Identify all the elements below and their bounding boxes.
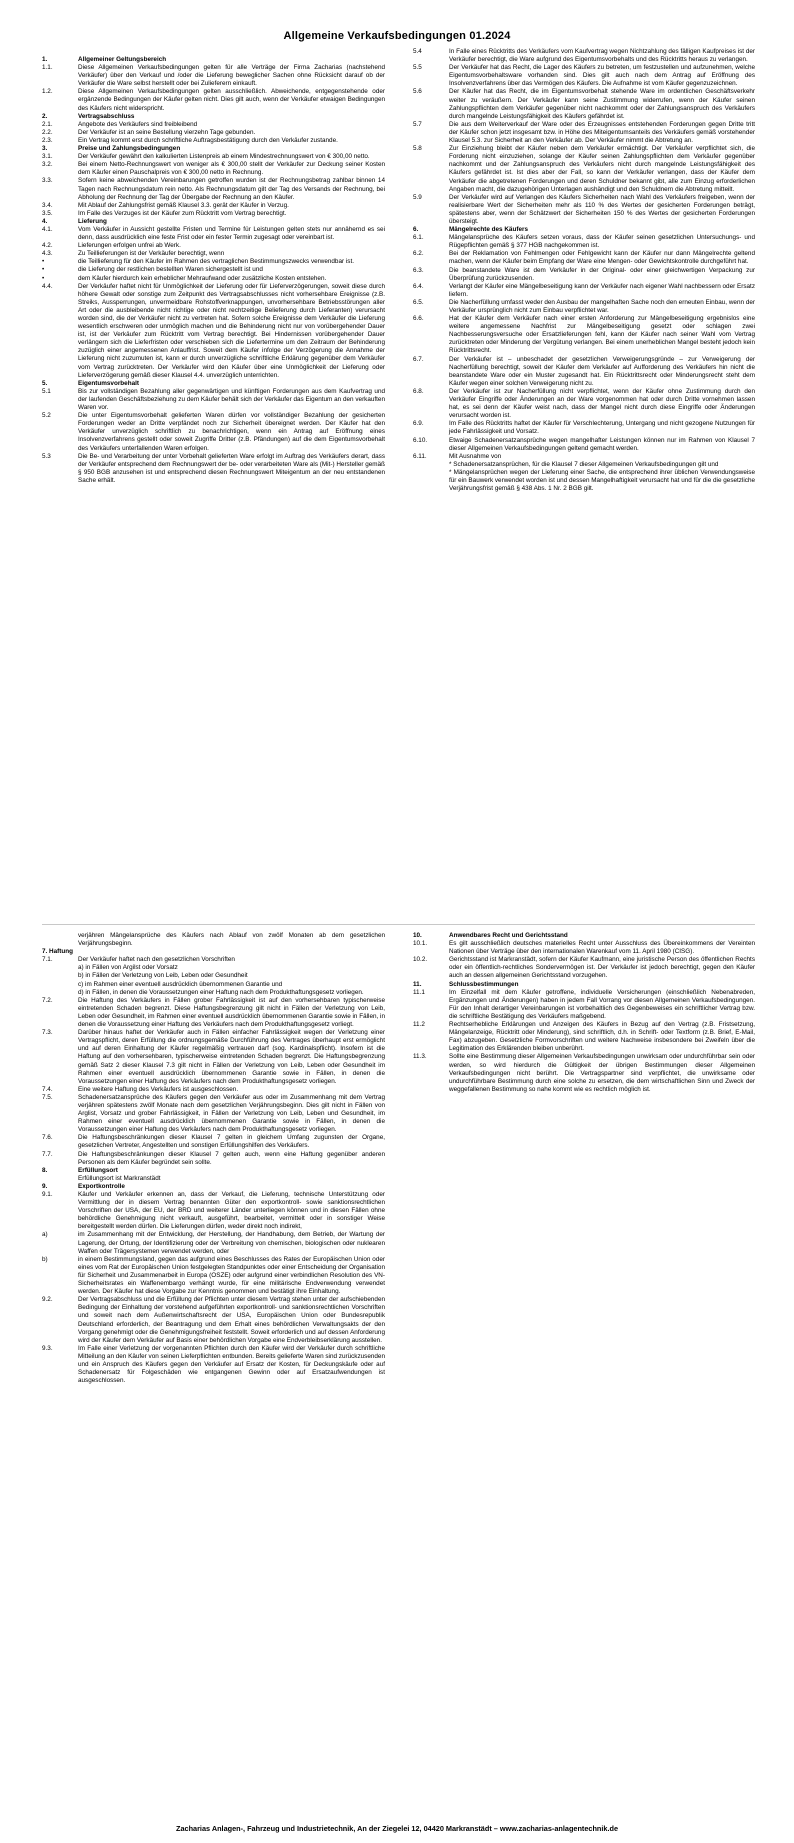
clause-number: •: [42, 274, 45, 282]
clause-number: 9.: [42, 1182, 48, 1190]
clause: [42, 258, 385, 266]
clause-text: Käufer und Verkäufer erkennen an, dass der Verkauf, die Lieferung, technische Unterstützung oder Vermittlung der in diesem Vertrag benannten Güter den exportkontroll- sowie sanktionsrechtlichen Vorschriften der USA, der EU, der BRD und weiterer Länder unterliegen können und in diesen Fällen ohne behördliche Genehmigung nicht verkauft, ausgeführt, bearbeitet, vermittelt oder in sonstiger Weise bereitgestellt werden dürfen. Die Lieferungen dürfen, weder direkt noch indirekt,: [78, 1191, 385, 1231]
clause-text: Verlangt der Käufer eine Mängelbeseitigung kann der Verkäufer nach eigener Wahl nachbessern oder Ersatz liefern.: [449, 282, 755, 298]
clause-number: 3.5.: [42, 209, 53, 217]
clause-number: 1.2.: [42, 88, 53, 96]
clause-number: 9.1.: [42, 1191, 53, 1198]
clause-number: 10.1.: [413, 940, 428, 948]
clause-text: Preise und Zahlungsbedingungen: [78, 145, 181, 153]
clause-text: Im Falle des Verzuges ist der Käufer zum Rücktritt vom Vertrag berechtigt.: [78, 209, 287, 217]
clause-number: •: [42, 266, 45, 274]
clause: [42, 989, 385, 997]
clause-text: Rechtserhebliche Erklärungen und Anzeigen des Käufers in Bezug auf den Vertrag (z.B. Fristsetzung, Mängelanzeige, Rücktritt oder Minderung), sind schriftlich, d.h. in Schrift- oder Textform (z.B. Brief, E-Mail, Fax) abzugeben. Gesetzliche Formvorschriften und weitere Nachweise insbesondere bei Zweifeln über die Legitimation des Erklärenden bleiben unberührt.: [449, 1021, 755, 1053]
clause: [42, 453, 385, 485]
clause: [413, 989, 755, 1021]
clause-number: [42, 981, 78, 989]
clause-text: Die Nacherfüllung umfasst weder den Ausbau der mangelhaften Sache noch den erneuten Einbau, wenn der Verkäufer ursprünglich nicht zum Einbau verpflichtet war.: [449, 298, 755, 314]
clause-text: Lieferung: [78, 217, 107, 225]
clause-text: Lieferungen erfolgen unfrei ab Werk.: [78, 242, 181, 250]
clause-text: Angebote des Verkäufers sind freibleibend: [78, 120, 198, 128]
clause: [413, 315, 755, 355]
clause: [42, 202, 385, 210]
clause: [413, 299, 755, 315]
clause-text: Mängelrechte des Käufers: [449, 226, 528, 234]
clause: [413, 461, 755, 469]
clause-text: Mit Ausnahme von: [449, 452, 502, 460]
section-heading: [42, 1183, 385, 1191]
clause: [413, 194, 755, 226]
section-heading: [42, 1167, 385, 1175]
clause-text: Vom Verkäufer in Aussicht gestellte Fristen und Termine für Leistungen gelten stets nur annähernd es sei denn, dass ausdrücklich eine feste Frist oder ein fester Termin zugesagt oder vereinbart ist.: [78, 225, 385, 242]
clause-number: 6.8.: [413, 387, 424, 395]
clause-text: Mit Ablauf der Zahlungsfrist gemäß Klausel 3.3. gerät der Käufer in Verzug.: [78, 201, 289, 209]
section-heading: [42, 948, 385, 956]
clause-number: [42, 1175, 78, 1183]
section-heading: [42, 56, 385, 64]
clause: [413, 250, 755, 266]
clause: [413, 956, 755, 980]
clause-text: Die Haftungsbeschränkungen dieser Klausel 7 gelten auch, wenn eine Haftung gegenüber anderen Personen als dem Käufer begründet sein sollte.: [78, 1150, 385, 1166]
clause-text: Der Verkäufer ist zur Nacherfüllung nicht verpflichtet, wenn der Käufer ohne Zustimmung durch den Verkäufer Eingriffe oder Änderungen an der Ware vorgenommen hat oder durch Dritte vornehmen lassen hat, es sei denn der Käufer weist nach, dass der Mangel nicht durch diese Eingriffe oder Änderungen verursacht worden ist.: [449, 387, 755, 420]
clause-number: 2.3.: [42, 136, 53, 144]
clause: [42, 1256, 385, 1296]
section-heading: [42, 113, 385, 121]
clause-number: 5.7: [413, 120, 422, 128]
clause-number: 3.1.: [42, 153, 53, 161]
clause-number: 4.3.: [42, 250, 53, 258]
clause: [42, 388, 385, 412]
clause: [42, 177, 385, 201]
clause-number: 3.3.: [42, 177, 53, 185]
clause: [42, 137, 385, 145]
clause-number: 7.2.: [42, 996, 53, 1004]
clause-text: In Falle eines Rücktritts des Verkäufers vom Kaufvertrag wegen Nichtzahlung des fälligen Kaufpreises ist der Verkäufer berechtigt, die Ware aufgrund des Eigentumsvorbehalts und des Rücktritts heraus zu verlangen.: [449, 48, 755, 64]
clause-text: Die beanstandete Ware ist dem Verkäufer in der Original- oder einer gleichwertigen Verpackung zur Überprüfung zurückzusenden.: [449, 266, 755, 282]
clause-number: 6.11.: [413, 452, 427, 460]
clause-number: 5.2: [42, 412, 51, 420]
page-separator: [42, 924, 755, 925]
clause-text: Schlussbestimmungen: [449, 980, 519, 988]
clause-number: 5.6: [413, 88, 422, 96]
clause-number: 3.2.: [42, 161, 53, 169]
clause: [42, 1151, 385, 1167]
clause-text: Eigentumsvorbehalt: [78, 379, 139, 387]
clause-number: 7.3.: [42, 1029, 53, 1037]
clause-text: Der Verkäufer ist an seine Bestellung vierzehn Tage gebunden.: [78, 128, 256, 136]
clause-number: 10.2.: [413, 956, 428, 964]
clause-number: a): [42, 1231, 48, 1239]
clause: [413, 88, 755, 120]
clause-number: 6.9.: [413, 420, 424, 428]
clause-number: 5.3: [42, 452, 51, 460]
clause-number: 11.2: [413, 1021, 425, 1029]
clause-text: Erfüllungsort ist Markranstädt: [78, 1174, 161, 1182]
clause-text: Im Einzelfall mit dem Käufer getroffene, individuelle Versicherungen (einschließlich Nebenabreden, Ergänzungen und Änderungen) haben in jedem Fall Vorrang vor diesen Allgemeinen Verkaufsbedingungen. Für den Inhalt derartiger Vereinbarungen ist vorbehaltlich des Gegenbeweises ein schriftlicher Vertrag bzw. die schriftliche Bestätigung des Verkäufers maßgebend.: [449, 988, 755, 1020]
page1-left-column: [42, 56, 385, 485]
clause-text: Die Haftungsbeschränkungen dieser Klausel 7 gelten in gleichem Umfang zugunsten der Organe, gesetzlichen Vertreter, Angestellten und sonstigen Erfüllungshilfen des Verkäufers.: [78, 1134, 385, 1150]
section-heading: [42, 218, 385, 226]
clause-text: die Lieferung der restlichen bestellten Waren sichergestellt ist und: [78, 266, 263, 274]
clause-text: Bis zur vollständigen Bezahlung aller gegenwärtigen und künftigen Forderungen aus dem Kaufvertrag und der laufenden Geschäftsbeziehung zu dem Käufer behält sich der Verkäufer das Eigentum an den verkauften Waren vor.: [78, 387, 385, 412]
clause-number: 9.3.: [42, 1344, 53, 1352]
clause-number: 2.: [42, 112, 48, 120]
clause: [42, 1175, 385, 1183]
clause-text: b) in Fällen der Verletzung von Leib, Leben oder Gesundheit: [78, 972, 248, 980]
clause-text: c) im Rahmen einer eventuell ausdrücklich übernommenen Garantie und: [78, 980, 283, 988]
clause-text: Diese Allgemeinen Verkaufsbedingungen gelten für alle Verträge der Firma Zacharias (nachstehend Verkäufer) über den Verkauf und /oder die Lieferung beweglicher Sachen ohne Rücksicht darauf ob der Verkäufer die Ware selbst herstellt oder bei Zulieferern einkauft.: [78, 64, 385, 88]
clause-text: Hat der Käufer dem Verkäufer nach einer ersten Anforderung zur Mängelbeseitigung ergebnislos eine weitere angemessene Nachfrist zur Mängelbeseitigung gesetzt oder schlagen zwei Nachbesserungsversuche oder Ersatzlieferungen fehl, kann der Käufer nach seiner Wahl vom Vertrag zurücktreten oder Minderung der Vergütung verlangen. Bei einem unerheblichen Mangel besteht jedoch kein Rücktrittsrecht.: [449, 315, 755, 355]
clause-number: 5.4: [413, 48, 422, 55]
clause-text: die Teillieferung für den Käufer im Rahmen des vertraglichen Bestimmungszwecks verwendbar ist.: [78, 258, 354, 266]
clause-number: b): [42, 1255, 48, 1263]
clause: [42, 161, 385, 177]
clause: [42, 129, 385, 137]
clause: [42, 226, 385, 242]
clause-number: [42, 964, 78, 972]
clause-text: Der Verkäufer haftet nicht für Unmöglichkeit der Lieferung oder für Lieferverzögerungen, soweit diese durch höhere Gewalt oder sonstige zum Zeitpunkt des Vertragsabschlusses nicht vorhersehbare Ereignisse (z.B. Streiks, Aussperrungen, unvermeidbare Rohstoffverknappungen, unvorhersehbare Betriebsstörungen aller Art oder die ausbleibende nicht richtige oder nicht rechtzeitige Belieferung durch Lieferanten) verursacht worden sind, die der Verkäufer nicht zu vertreten hat. Sofern solche Ereignisse dem Verkäufer die Lieferung wesentlich erschweren oder unmöglich machen und die Behinderung nicht nur von vorübergehender Dauer ist, ist der Verkäufer zum Rücktritt vom Vertrag berechtigt. Bei Hindernissen vorübergehender Dauer verlängern sich die Lieferfristen oder verschieben sich die Liefertermine um den Zeitraum der Behinderung zuzüglich einer angemessenen Anlauffrist. Soweit dem Käufer infolge der Verzögerung die Annahme der Lieferung nicht zuzumuten ist, kann er durch unverzügliche schriftliche Erklärung gegenüber dem Verkäufer vom Vertrag zurücktreten. Der Verkäufer wird den Käufer über eine Unmöglichkeit der Lieferung oder Lieferverzögerung gemäß dieser Klausel 4.4. unverzüglich unterrichten.: [78, 282, 385, 379]
document-title: Allgemeine Verkaufsbedingungen 01.2024: [283, 30, 511, 42]
clause: [413, 267, 755, 283]
clause-text: Eine weitere Haftung des Verkäufers ist ausgeschlossen.: [78, 1085, 239, 1093]
clause-text: Der Verkäufer hat das Recht, die Lager des Käufers zu betreten, um festzustellen und aufzunehmen, welche Eigentumsvorbehaltsware vorhanden sind. Dies gilt auch nach dem Antrag auf Eröffnung des Insolvenzverfahrens über das Vermögen des Käufers. Die Aufnahme ist vom Käufer gegenzuzeichnen.: [449, 64, 755, 88]
clause: [42, 1345, 385, 1385]
clause-number: 5.8: [413, 145, 422, 153]
clause-number: 11.: [413, 980, 422, 988]
clause: [42, 1086, 385, 1094]
clause: [42, 283, 385, 380]
clause-text: a) in Fällen von Argilst oder Vorsatz: [78, 964, 178, 972]
clause-text: Sollte eine Bestimmung dieser Allgemeinen Verkaufsbedingungen unwirksam oder undurchführbar sein oder werden, so wird hierdurch die Gültigkeit der übrigen Bestimmungen dieser Allgemeinen Verkaufsbedingungen nicht berührt. Die Vertragspartner sind verpflichtet, die unwirksame oder undurchführbare Bestimmung durch eine solche zu ersetzen, die dem wirtschaftlichen Sinn und Zweck der weggefallenen Bestimmung so nahe kommt wie es rechtlich möglich ist.: [449, 1053, 755, 1093]
clause-text: Der Vertragsabschluss und die Erfüllung der Pflichten unter diesem Vertrag stehen unter der aufschiebenden Bedingung der Einhaltung der vorstehend aufgeführten exportkontroll- und sanktionsrechtlichen Vorschriften und soweit nach dem Außenwirtschaftsrecht der USA, Europäischen Union oder Bundesrepublik Deutschland erforderlich, der Beantragung und dem Erhalt eines behördlichen Verwaltungsakts der den Vorgang genehmigt oder die Genehmigungsfreiheit feststellt. Soweit erforderlich und auf dessen Anforderung wird der Käufer dem Verkäufer auf Basis einer behördlichen Vorgabe eine Endverbleibserklärung ausstellen.: [78, 1296, 385, 1344]
clause-text: Es gilt ausschließlich deutsches materielles Recht unter Ausschluss des Übereinkommens der Vereinten Nationen über Verträge über den internationalen Warenkauf vom 11. April 1980 (CISG).: [449, 940, 755, 956]
clause: [413, 283, 755, 299]
document-footer: Zacharias Anlagen-, Fahrzeug und Industrietechnik, An der Ziegelei 12, 04420 Markranstädt – www.zacharias-anlagentechnik.de: [176, 1824, 618, 1833]
clause-text: d) in Fällen, in denen die Voraussetzungen einer Haftung nach dem Produkthaftungsgesetz vorliegen.: [78, 988, 364, 996]
clause-text: Mängelansprüche des Käufers setzen voraus, dass der Käufer seinen gesetzlichen Untersuchungs- und Rügepflichten gemäß § 377 HGB nachgekommen ist.: [449, 234, 755, 250]
clause-number: 5.5: [413, 64, 422, 72]
clause: [42, 1029, 385, 1086]
clause-text: Schadenersatzansprüche des Käufers gegen den Verkäufer aus oder im Zusammenhang mit dem Vertrag verjähren spätestens zwölf Monate nach dem gesetzlichen Verjährungsbeginn. Dies gilt nicht in Fällen von Arglist, Vorsatz und grober Fahrlässigkeit, in Fällen der Verletzung von Leib, Leben und Gesundheit, im Rahmen einer eventuell ausdrücklich übernommenen Garantie sowie in Fällen, in denen die Voraussetzungen einer Haftung des Verkäufers nach dem Produkthaftungsgesetz vorliegen.: [78, 1093, 385, 1134]
clause: [42, 121, 385, 129]
clause-text: Die Haftung des Verkäufers in Fällen grober Fahrlässigkeit ist auf den vorhersehbaren typischerweise eintretenden Schaden begrenzt. Diese Haftungsbegrenzung gilt nicht in Fällen der Verletzung von Leib, Leben oder Gesundheit, im Rahmen einer eventuell ausdrücklich übernommenen Garantie sowie in Fällen, in denen die Voraussetzung einer Haftung des Verkäufers nach dem Produkthaftungsgesetz vorliegt.: [78, 996, 385, 1029]
clause-number: 7.6.: [42, 1134, 53, 1142]
clause-number: 2.2.: [42, 128, 53, 136]
clause-text: dem Käufer hierdurch kein erheblicher Mehraufwand oder zusätzliche Kosten entstehen.: [78, 274, 327, 282]
clause-number: 1.: [42, 56, 48, 63]
clause: [42, 1231, 385, 1255]
clause-text: Diese Allgemeinen Verkaufsbedingungen gelten ausschließlich. Abweichende, entgegenstehende oder ergänzende Bedingungen der Käufer gelten nicht. Dies gilt auch, wenn der Verkäufer etwaigen Bedingungen des Käufers nicht widerspricht.: [78, 88, 385, 112]
clause-text: Die aus dem Weiterverkauf der Ware oder des Erzeugnisses entstehenden Forderungen gegen Dritte tritt der Käufer schon jetzt insgesamt bzw. in Höhe des Miteigentumsanteils des Verkäufers gemäß vorstehender Klausel 5.3. zur Sicherheit an den Verkäufer ab. Der Verkäufer nimmt die Abtretung an.: [449, 120, 755, 145]
clause: [42, 242, 385, 250]
clause: [413, 64, 755, 88]
clause: [413, 145, 755, 194]
clause-number: 5.9: [413, 193, 422, 201]
clause: [42, 964, 385, 972]
clause-text: Darüber hinaus haftet der Verkäufer auch in Fällen einfacher Fahrlässigkeit wegen der Verletzung einer Vertragspflicht, deren Erfüllung die ordnungsgemäße Durchführung des Vertrages überhaupt erst ermöglicht und auf deren Einhaltung der Käufer regelmäßig vertrauen darf (sog. Kardinalspflicht). Insofern ist die Haftung auf den vorhersehbaren, typischerweise eintretenden Schaden begrenzt. Die Haftungsbegrenzung gemäß Satz 2 dieser Klausel 7.3 gilt nicht in Fällen der Verletzung von Leib, Leben oder Gesundheit im Rahmen einer eventuell ausdrücklich übernommenen Garantie sowie in Fällen, in denen die Voraussetzungen einer Haftung des Verkäufers nach dem Produkthaftungsgesetz vorliegen.: [78, 1029, 385, 1085]
clause: [413, 1021, 755, 1053]
clause-number: [42, 932, 78, 948]
clause-number: 5.: [42, 379, 48, 387]
clause-number: 6.5.: [413, 298, 424, 306]
clause-number: 1.1.: [42, 64, 53, 72]
clause-number: 11.3.: [413, 1053, 427, 1061]
clause: [42, 275, 385, 283]
page2-right-column: [413, 932, 755, 1094]
clause: [42, 88, 385, 112]
clause: [42, 250, 385, 258]
clause: [42, 1191, 385, 1231]
clause: [413, 48, 755, 64]
page1-right-column: [413, 48, 755, 493]
clause: [42, 932, 385, 948]
clause-text: Ein Vertrag kommt erst durch schriftliche Auftragsbestätigung durch den Verkäufer zustande.: [78, 136, 338, 144]
clause-text: Bei der Reklamation von Fehlmengen oder Fehlgewicht kann der Käufer nur dann Mängelrechte geltend machen, wenn der Käufer beim Empfang der Ware eine Mengen- oder Gewichtskontrolle durchgeführt hat.: [449, 250, 755, 266]
clause-number: 6.1.: [413, 234, 424, 242]
clause-number: •: [42, 258, 45, 266]
clause-number: 4.2.: [42, 242, 53, 250]
clause-number: 11.1: [413, 988, 425, 996]
clause: [42, 210, 385, 218]
clause: [42, 1134, 385, 1150]
clause: [413, 453, 755, 461]
clause-text: Der Verkäufer haftet nach den gesetzlichen Vorschriften: [78, 956, 235, 964]
clause-text: Die unter Eigentumsvorbehalt gelieferten Waren dürfen vor vollständiger Bezahlung der gesicherten Forderungen weder an Dritte verpfändet noch zur Sicherheit übereignet werden. Der Käufer hat den Verkäufer unverzüglich schriftlich zu benachrichtigen, wenn ein Antrag auf Eröffnung eines Insolvenzverfahrens gestellt oder soweit Zugriffe Dritter (z.B. Pfändungen) auf die dem Eigentumsvorbehalt des Verkäufers unterfallenden Waren erfolgen.: [78, 412, 385, 452]
clause: [413, 469, 755, 493]
clause: [42, 412, 385, 452]
clause-text: Exportkontrolle: [78, 1182, 125, 1190]
clause-number: 3.: [42, 145, 48, 153]
clause-number: 9.2.: [42, 1296, 53, 1304]
clause-text: Allgemeiner Geltungsbereich: [78, 56, 167, 63]
clause: [42, 266, 385, 274]
clause: [42, 997, 385, 1029]
clause-text: Die Be- und Verarbeitung der unter Vorbehalt gelieferten Ware erfolgt im Auftrag des Verkäufers derart, dass der Verkäufer entsprechend dem Rechnungswert der be- oder verarbeiteten Ware als (Mit-) Hersteller gemäß § 950 BGB anzusehen ist und entsprechend diesen Rechnungswert Miteigentum an der neu entstandenen Sache erhält.: [78, 452, 385, 484]
clause-number: 6.3.: [413, 266, 424, 274]
clause-number: 7.4.: [42, 1085, 53, 1093]
clause-number: 5.1: [42, 387, 51, 395]
section-heading: [42, 380, 385, 388]
clause-text: * Schadenersatzansprüchen, für die Klausel 7 dieser Allgemeinen Verkaufsbedingungen gilt und: [449, 460, 719, 468]
clause: [413, 940, 755, 956]
clause: [413, 356, 755, 388]
clause-number: 6.6.: [413, 315, 424, 323]
clause: [42, 1296, 385, 1345]
page2-left-column: [42, 932, 385, 1385]
clause-number: 6.2.: [413, 250, 424, 258]
clause-text: Der Verkäufer wird auf Verlangen des Käufers Sicherheiten nach Wahl des Verkäufers freigeben, wenn der realisierbare Wert der Sicherheiten mehr als 110 % des Wertes der gesicherten Forderungen beträgt, spätestens aber, wenn der Schätzwert der Sicherheiten 150 % des Wertes der gesicherten Forderungen übersteigt.: [449, 193, 755, 225]
clause-number: 6.10.: [413, 436, 428, 444]
clause-text: Gerichtsstand ist Markranstädt, sofern der Käufer Kaufmann, eine juristische Person des öffentlichen Rechts oder ein öffentlich-rechtliches Sondervermögen ist. Der Verkäufer ist jedoch berechtigt, gegen den Käufer auch an dessen allgemeinen Gerichtsstand vorzugehen.: [449, 956, 755, 980]
clause: [413, 388, 755, 420]
section-heading: [413, 226, 755, 234]
clause: [42, 956, 385, 964]
clause-number: 7. Haftung: [42, 948, 74, 956]
clause-number: 4.1.: [42, 225, 53, 233]
clause-number: [42, 972, 78, 980]
clause: [42, 1094, 385, 1134]
section-heading: [42, 145, 385, 153]
clause: [42, 981, 385, 989]
clause-number: 4.4.: [42, 282, 53, 290]
clause-number: 8.: [42, 1166, 48, 1174]
clause-text: * Mängelansprüchen wegen der Lieferung einer Sache, die entsprechend ihrer üblichen Verwendungsweise für ein Bauwerk verwendet worden ist und dessen Mangelhaftigkeit verursacht hat und für die die gesetzliche Verjährungsfrist gemäß § 438 Abs. 1 Nr. 2 BGB gilt.: [449, 468, 755, 493]
clause-number: 6.4.: [413, 282, 424, 290]
clause-number: [42, 989, 78, 997]
clause-number: 3.4.: [42, 201, 53, 209]
clause-text: Sofern keine abweichenden Vereinbarungen getroffen wurden ist der Rechnungsbetrag zahlbar binnen 14 Tagen nach Rechnungsdatum rein netto. Als Rechnungsdatum gilt der Tag des Versands der Rechnung, bei Abholung der Rechnung der Tag der Übergabe der Rechnung an den Käufer.: [78, 177, 385, 201]
clause: [413, 437, 755, 453]
section-heading: [413, 981, 755, 989]
clause: [42, 64, 385, 88]
clause-text: in einem Bestimmungsland, gegen das aufgrund eines Beschlusses des Rates der Europäischen Union oder eines vom Rat der Europäischen Union festgelegten Standpunktes oder einer Entscheidung der Organisation für Sicherheit und Zusammenarbeit in Europa (OSZE) oder aufgrund einer verbindlichen Resolution des VN-Sicherheitsrates ein Waffenembargo verhängt wurde, für eine militärische Endverwendung verwendet werden. Der Käufer hat diese Vorgabe zur Kenntnis genommen und bestätigt ihre Einhaltung.: [78, 1255, 385, 1296]
clause-number: 7.7.: [42, 1150, 53, 1158]
clause-number: 2.1.: [42, 120, 53, 128]
clause: [413, 234, 755, 250]
clause-number: [413, 461, 449, 469]
clause-text: Erfüllungsort: [78, 1166, 118, 1174]
clause-text: Anwendbares Recht und Gerichtsstand: [449, 932, 568, 939]
clause-text: Zu Teillieferungen ist der Verkäufer berechtigt, wenn: [78, 250, 225, 258]
clause: [42, 153, 385, 161]
clause-number: 7.1.: [42, 956, 53, 964]
clause-text: Etwaige Schadenersatzansprüche wegen mangelhafter Leistungen können nur im Rahmen von Klausel 7 dieser Allgemeinen Verkaufsbedingungen geltend gemacht werden.: [449, 436, 755, 452]
clause-number: [413, 469, 449, 493]
clause-text: Im Falle einer Verletzung der vorgenannten Pflichten durch den Käufer wird der Verkäufer durch schriftliche Mitteilung an den Käufer von seinen Lieferpflichten entbunden. Bereits gelieferte Waren sind zurückzusenden und ein Anspruch des Käufers gegen den Verkäufer auf Ersatz der Kosten, für Deckungskäufe oder auf Schadenersatz für Folgeschäden wie entgangenen Gewinn oder auf Ersatzaufwendungen ist ausgeschlossen.: [78, 1344, 385, 1385]
section-heading: [413, 932, 755, 940]
clause-text: Im Falle des Rücktritts haftet der Käufer für Verschlechterung, Untergang und nicht gezogene Nutzungen für jede Fahrlässigkeit und Vorsatz.: [449, 420, 755, 436]
clause-text: Der Käufer hat das Recht, die im Eigentumsvorbehalt stehende Ware im ordentlichen Geschäftsverkehr weiter zu veräußern. Der Verkäufer kann seine Zustimmung widerrufen, wenn der Käufer seinen Zahlungspflichten dem Verkäufer gegenüber nicht nachkommt oder der Zahlungsanspruch des Verkäufers durch mangelnde Leistungsfähigkeit des Käufers gefährdet ist.: [449, 88, 755, 120]
clause-number: 6.: [413, 226, 419, 234]
clause: [413, 1053, 755, 1093]
clause-text: Der Verkäufer ist – unbeschadet der gesetzlichen Verweigerungsgründe – zur Verweigerung der Nacherfüllung berechtigt, soweit der Käufer dem Verkäufer auf Aufforderung des Verkäufers hin nicht die beanstandete Ware oder ein Muster zugesandt hat. Ein Rücktrittsrecht oder Minderungsrecht steht dem Käufer wegen einer solchen Verweigerung nicht zu.: [449, 355, 755, 387]
clause-text: Bei einem Netto-Rechnungswert von weniger als € 300,00 stellt der Verkäufer zur Deckung seiner Kosten dem Käufer einen Pauschalpreis von € 300,00 netto in Rechnung.: [78, 161, 385, 177]
clause-text: Zur Einziehung bleibt der Käufer neben dem Verkäufer ermächtigt. Der Verkäufer verpflichtet sich, die Forderung nicht einzuziehen, solange der Käufer seinen Zahlungspflichten dem Verkäufer gegenüber nachkommt und der Zahlungsanspruch des Verkäufers nicht durch mangelnde Leistungsfähigkeit des Käufers gefährdet ist. Ist dies aber der Fall, so kann der Verkäufer verlangen, dass der Käufer dem Verkäufer die abgetretenen Forderungen und deren Schuldner bekannt gibt, alle zum Einzug erforderlichen Angaben macht, die dazugehörigen Unterlagen aushändigt und den Schuldnern die Abtretung mitteilt.: [449, 145, 755, 193]
clause-number: 6.7.: [413, 355, 424, 363]
clause-number: 10.: [413, 932, 422, 939]
clause-text: im Zusammenhang mit der Entwicklung, der Herstellung, der Handhabung, dem Betrieb, der Wartung der Lagerung, der Ortung, der Identifizierung oder der Verbreitung von chemischen, biologischen oder nuklearen Waffen oder Trägersystemen verwendet werden, oder: [78, 1231, 385, 1255]
clause-text: Vertragsabschluss: [78, 112, 135, 120]
clause-number: 7.5.: [42, 1093, 53, 1101]
clause-text: Der Verkäufer gewährt den kalkulierten Listenpreis ab einem Mindestrechnungswert von € 300,00 netto.: [78, 153, 370, 161]
clause: [413, 420, 755, 436]
clause-number: 4.: [42, 217, 48, 225]
clause: [42, 972, 385, 980]
clause-text: verjähren Mängelansprüche des Käufers nach Ablauf von zwölf Monaten ab dem gesetzlichen Verjährungsbeginn.: [78, 932, 385, 948]
clause: [413, 121, 755, 145]
